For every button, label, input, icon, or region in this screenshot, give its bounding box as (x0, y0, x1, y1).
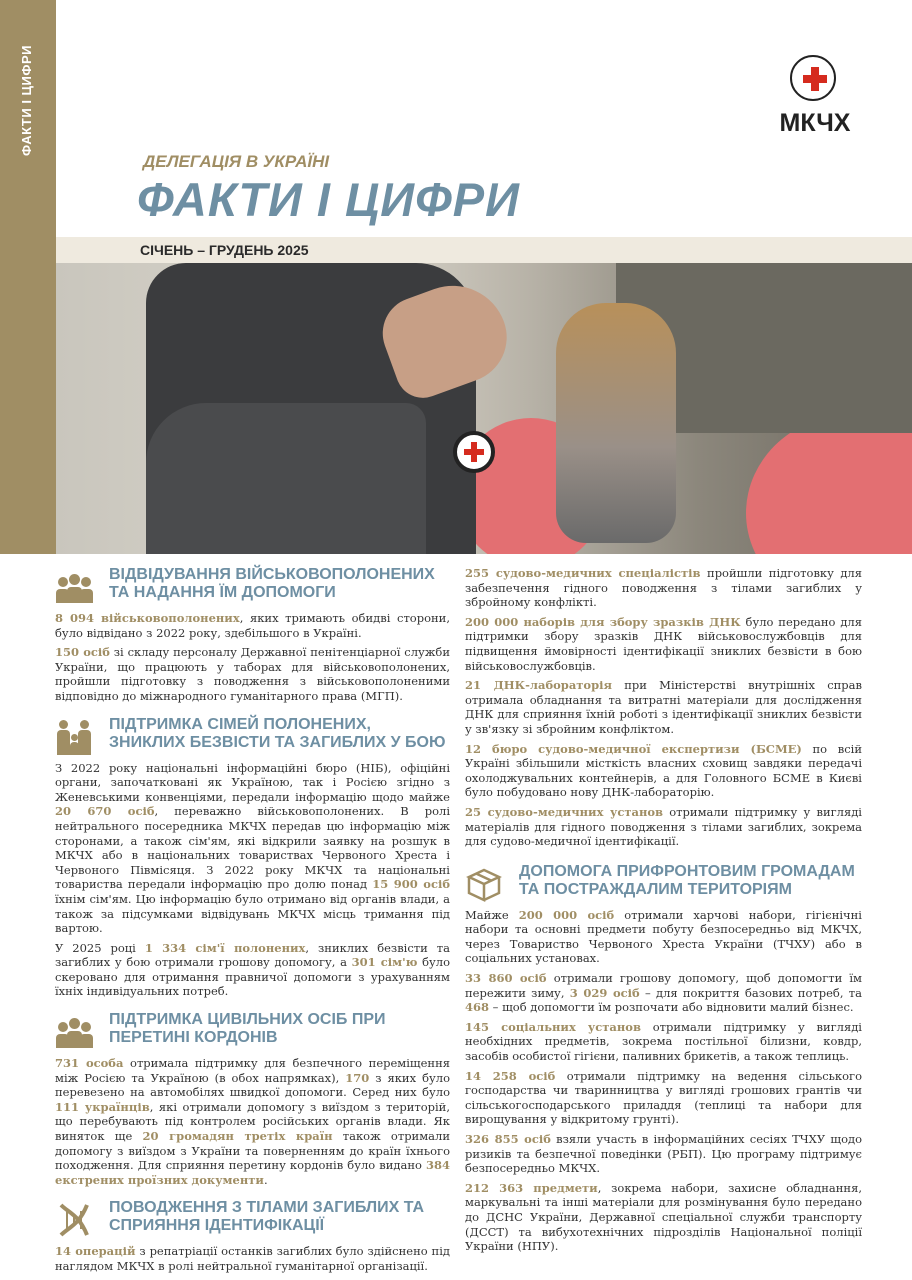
section-title: ДОПОМОГА ПРИФРОНТОВИМ ГРОМАДАМ ТА ПОСТРАЖДАЛИМ ТЕРИТОРІЯМ (519, 862, 855, 898)
paragraph: У 2025 році 1 334 сім'ї полонених, зниклих безвісти та загиблих у бою отримали грошову допомогу, а 301 сім'ю було скеровано для отримання правничої допомоги з урахуванням їхніх індивідуальних потреб. (55, 940, 450, 999)
section-pow-visits (55, 566, 450, 704)
paragraph: 14 операцій з репатріації останків загиблих було здійснено під наглядом МКЧХ в ролі нейтральної гуманітарної організації. (55, 1244, 450, 1273)
header-kicker: ДЕЛЕГАЦІЯ В УКРАЇНІ (143, 152, 330, 171)
red-cross-badge-icon (453, 431, 495, 473)
paragraph: 14 258 осіб отримали підтримку на ведення сільського господарства чи тваринництва у вигляді грошових грантів чи сільськогосподарського приладдя (теплиці та набори для вирощування у відкритому грунті). (465, 1068, 862, 1127)
paragraph: 25 судово-медичних установ отримали підтримку у вигляді матеріалів для гідного поводження з тілами загиблих, зокрема для судово-медичної ідентифікації. (465, 804, 862, 849)
paragraph: 33 860 осіб отримали грошову допомогу, щоб допомогти їм пережити зиму, 3 029 осіб – для покриття базових потреб, та 468 – щоб допомогти їм розпочати або відновити малий бізнес. (465, 971, 862, 1015)
section-family-support (55, 716, 450, 1000)
paragraph: 21 ДНК-лабораторія при Міністерстві внутрішніх справ отримала обладнання та витратні матеріали для дослідження ДНК для сприяння їхній роботі з ідентифікації зниклих безвісти у зв'язку зі збройним конфліктом. (465, 678, 862, 736)
paragraph: 212 363 предмети, зокрема набори, захисне обладнання, маркувальні та інші матеріали для розмінування було передано до ДСНС України, Державної спеціальної служби транспорту (ДССТ) та вибухотехнічних підрозділів Національної поліції України (НПУ). (465, 1180, 862, 1254)
section-title: ПІДТРИМКА СІМЕЙ ПОЛОНЕНИХ, ЗНИКЛИХ БЕЗВІСТИ ТА ЗАГИБЛИХ У БОЮ (109, 715, 446, 751)
crowd-icon (55, 1013, 93, 1051)
icrc-logo (770, 55, 860, 140)
section-remains (55, 1199, 450, 1273)
paragraph: 145 соціальних установ отримали підтримку у вигляді необхідних предметів, зокрема постільної білизни, ковдр, засобів особистої гігієни, паливних брикетів, а також теплиць. (465, 1019, 862, 1064)
group-people-icon (55, 568, 93, 606)
sidebar-label: ФАКТИ І ЦИФРИ (19, 45, 34, 156)
page-title: ФАКТИ І ЦИФРИ (137, 173, 520, 226)
paragraph: 255 судово-медичних спеціалістів пройшли підготовку для забезпечення гідного поводження з тілами загиблих у збройному конфлікті. (465, 566, 862, 610)
box-icon (465, 865, 503, 903)
sidebar-band (0, 0, 56, 554)
period-text: СІЧЕНЬ – ГРУДЕНЬ 2025 (140, 242, 309, 258)
section-title: ВІДВІДУВАННЯ ВІЙСЬКОВОПОЛОНЕНИХ ТА НАДАННЯ ЇМ ДОПОМОГИ (109, 566, 435, 601)
paragraph: 326 855 осіб взяли участь в інформаційних сесіях ТЧХУ щодо ризиків та безпечної поведінки (РБП). Цю програму підтримує безпосередньо МКЧХ. (465, 1132, 863, 1176)
dna-icon (55, 1201, 93, 1239)
paragraph: 200 000 наборів для збору зразків ДНК було передано для підтримки збору зразків ДНК військовослужбовців для підвищення ймовірності ідентифікації зниклих безвісти в бою військовослужбовців. (465, 614, 862, 673)
paragraph: З 2022 року національні інформаційні бюро (НІБ), офіційні органи, започатковані як Україною, так і Росією згідно з Женевськими конвенціями, передали інформацію щодо майже 20 670 осіб, переважно військовополонених. В ролі нейтрального посередника МКЧХ передав цю інформацію між сторонами, а також сім'ям, які відкрили заявку на розшук в МКЧХ або в національних товариствах Червоного Хреста і Червоного Півмісяця. З 2022 року МКЧХ та національні товариства передали інформацію про долю понад 15 900 осіб їхнім сім'ям. Цю інформацію було отримано від органів влади, а також за підсумками відвідувань МКЧХ місць тримання під вартою. (55, 760, 451, 936)
right-column (465, 566, 862, 1266)
section-border-crossing (55, 1011, 450, 1187)
icrc-emblem-icon (790, 55, 836, 101)
paragraph: 731 особа отримала підтримку для безпечного переміщення між Росією та Україною (в обох напрямках), 170 з яких було перевезено на автомобілях швидкої допомоги. Серед них було 111 українців, які отримали допомогу з виїздом з територій, що перебувають під контролем російських органів влади. Як виняток ще 20 громадян третіх країн також отримали допомогу з виїздом з України та поверненням до країн їхнього походження. Для сприяння перетину кордонів було видано 384 екстрених проїзних документи. (55, 1056, 451, 1187)
section-title: ПІДТРИМКА ЦИВІЛЬНИХ ОСІБ ПРИ ПЕРЕТИНІ КОРДОНІВ (109, 1011, 386, 1047)
family-icon (55, 718, 93, 756)
section-title: ПОВОДЖЕННЯ З ТІЛАМИ ЗАГИБЛИХ ТА СПРИЯННЯ ІДЕНТИФІКАЦІЇ (109, 1199, 425, 1235)
paragraph: 12 бюро судово-медичної експертизи (БСМЕ) по всій Україні збільшили місткість власних сховищ завдяки передачі охолоджувальних контейнерів, а для Головного БСМЕ в Києві було побудовано нову ДНК-лабораторію. (465, 741, 862, 800)
paragraph: 8 094 військовополонених, яких тримають обидві сторони, було відвідано з 2022 року, здебільшого в Україні. (55, 611, 450, 640)
paragraph: Майже 200 000 осіб отримали харчові набори, гігієнічні набори та основні предмети побуту безпосередньо від МКЧХ, через Товариство Червоного Хреста України (ТЧХУ) або в соціальних установах. (465, 907, 862, 966)
logo-text: МКЧХ (779, 109, 851, 137)
left-column (55, 566, 450, 1280)
period-band (56, 237, 912, 263)
section-frontline-aid (465, 863, 862, 1254)
paragraph: 150 осіб зі складу персоналу Державної пенітенціарної служби України, що працюють у таборах для військовополонених, пройшли підготовку з поводження з військовополоненими відповідно до міжнародного гуманітарного права (МГП). (55, 645, 450, 703)
hero-photo (56, 263, 912, 554)
